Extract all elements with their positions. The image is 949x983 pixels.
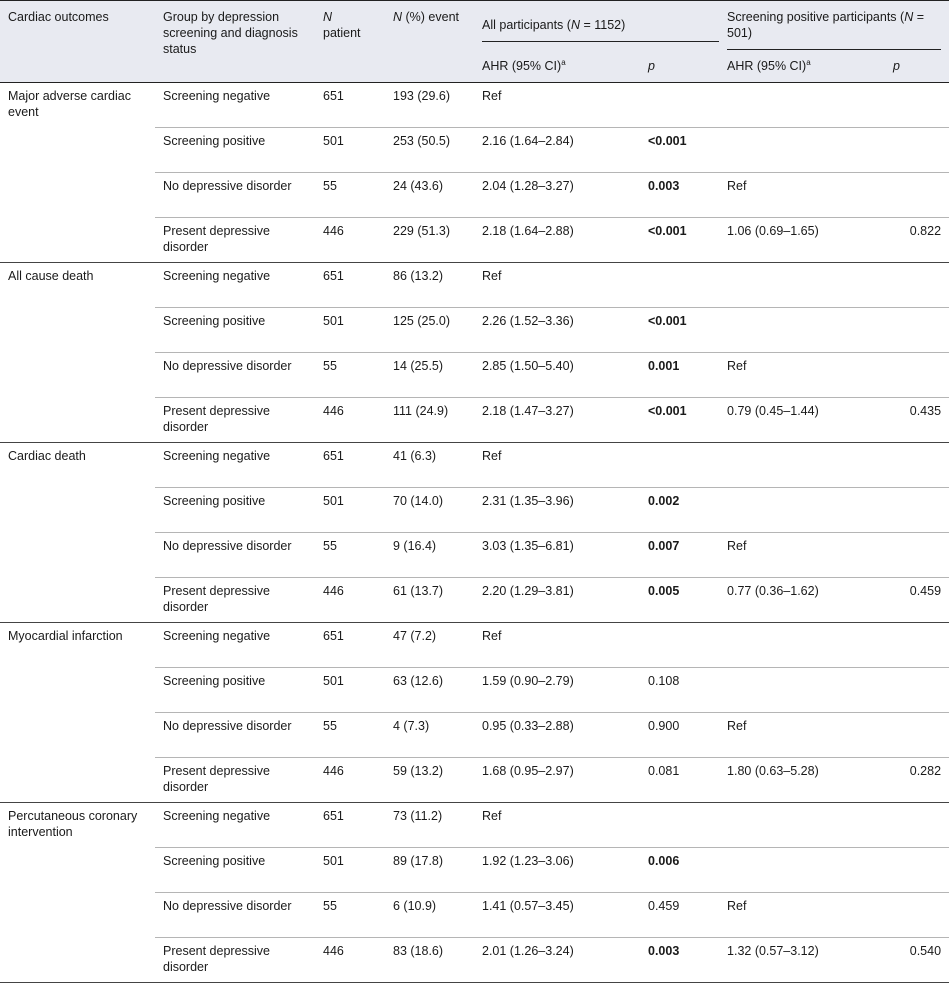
n-patient-cell: 501 <box>323 494 344 508</box>
n-event-cell: 86 (13.2) <box>393 269 444 283</box>
ahr-pos-cell <box>719 83 885 128</box>
ahr-all-cell: 0.95 (0.33–2.88) <box>482 719 574 733</box>
n-event-cell: 6 (10.9) <box>393 899 437 913</box>
ahr-pos-cell <box>719 263 885 308</box>
p-pos-cell <box>885 488 949 533</box>
n-patient-cell: 446 <box>323 764 344 778</box>
ahr-pos-cell <box>719 803 885 848</box>
group-cell: Screening positive <box>163 674 266 688</box>
n-patient-cell: 55 <box>323 899 337 913</box>
n-patient-cell: 55 <box>323 719 337 733</box>
p-pos-cell <box>885 623 949 668</box>
n-patient-cell: 651 <box>323 269 344 283</box>
n-patient-cell: 501 <box>323 134 344 148</box>
col-p-all: p <box>640 50 719 83</box>
ahr-pos-cell <box>719 488 885 533</box>
n-patient-cell: 446 <box>323 944 344 958</box>
ahr-pos-sup: a <box>806 57 811 67</box>
n-event-cell: 59 (13.2) <box>393 764 444 778</box>
n-patient-label: patient <box>323 26 361 40</box>
n-event-cell: 14 (25.5) <box>393 359 444 373</box>
group-cell: Screening positive <box>163 494 266 508</box>
col-n-patient <box>315 1 385 83</box>
n-patient-cell: 501 <box>323 674 344 688</box>
n-event-label: (%) event <box>405 10 460 24</box>
n-patient-cell: 446 <box>323 404 344 418</box>
p-all-cell: 0.108 <box>648 674 680 688</box>
ahr-all-cell: 2.85 (1.50–5.40) <box>482 359 574 373</box>
p-pos-cell <box>885 443 949 488</box>
screening-positive-label: Screening positive participants ( <box>727 10 905 24</box>
table-row <box>0 443 949 488</box>
outcome-name: All cause death <box>0 263 155 443</box>
n-event-cell: 47 (7.2) <box>393 629 437 643</box>
col-ahr-all <box>474 50 640 83</box>
ahr-all-cell: Ref <box>482 89 502 103</box>
p-all-cell: 0.007 <box>648 539 680 553</box>
n-patient-cell: 651 <box>323 809 344 823</box>
n-event-cell: 63 (12.6) <box>393 674 444 688</box>
table-row <box>0 803 949 848</box>
outcome-name: Percutaneous coronary intervention <box>0 803 155 983</box>
all-participants-val: = 1152) <box>579 18 626 32</box>
ahr-pos-cell: 0.79 (0.45–1.44) <box>727 404 819 418</box>
n-patient-cell: 651 <box>323 449 344 463</box>
ahr-all-cell: 2.01 (1.26–3.24) <box>482 944 574 958</box>
outcome-name: Myocardial infarction <box>0 623 155 803</box>
outcome-name: Major adverse cardiac event <box>0 83 155 263</box>
group-cell: No depressive disorder <box>163 719 292 733</box>
table-row <box>0 83 949 128</box>
table-row <box>0 263 949 308</box>
ahr-all-cell: Ref <box>482 449 502 463</box>
ahr-pos-cell: Ref <box>727 899 747 913</box>
n-patient-cell: 446 <box>323 224 344 238</box>
group-screening-positive <box>719 1 949 51</box>
outcome-name: Cardiac death <box>0 443 155 623</box>
p-pos-cell <box>885 263 949 308</box>
ahr-pos-cell <box>719 848 885 893</box>
p-all-cell <box>640 83 719 128</box>
ahr-all-cell: 2.18 (1.64–2.88) <box>482 224 574 238</box>
ahr-pos-cell <box>719 128 885 173</box>
n-event-cell: 83 (18.6) <box>393 944 444 958</box>
ahr-pos-cell: Ref <box>727 719 747 733</box>
n-event-cell: 89 (17.8) <box>393 854 444 868</box>
n-patient-cell: 501 <box>323 314 344 328</box>
p-pos-cell: 0.282 <box>909 764 942 778</box>
n-event-cell: 193 (29.6) <box>393 89 450 103</box>
p-all-cell: <0.001 <box>648 134 687 148</box>
group-cell: Screening negative <box>163 269 271 283</box>
ahr-all-cell: Ref <box>482 269 502 283</box>
group-cell: Present depressive disorder <box>163 404 271 434</box>
p-all-cell <box>640 803 719 848</box>
ahr-all-cell: 2.20 (1.29–3.81) <box>482 584 574 598</box>
ahr-pos-cell: 1.32 (0.57–3.12) <box>727 944 819 958</box>
ahr-all-cell: Ref <box>482 629 502 643</box>
p-all-cell: <0.001 <box>648 314 687 328</box>
n-event-cell: 125 (25.0) <box>393 314 450 328</box>
group-cell: Present depressive disorder <box>163 224 271 254</box>
n-event-cell: 4 (7.3) <box>393 719 430 733</box>
n-event-cell: 253 (50.5) <box>393 134 450 148</box>
group-cell: Screening negative <box>163 449 271 463</box>
p-all-cell <box>640 263 719 308</box>
p-all-cell: 0.001 <box>648 359 680 373</box>
ahr-all-label: AHR (95% CI) <box>482 59 562 73</box>
p-all-cell: 0.002 <box>648 494 680 508</box>
n-event-cell: 70 (14.0) <box>393 494 444 508</box>
group-cell: Screening negative <box>163 89 271 103</box>
group-all-participants <box>474 1 719 51</box>
p-pos-cell <box>885 308 949 353</box>
n-event-cell: 229 (51.3) <box>393 224 450 238</box>
p-pos-cell: 0.822 <box>909 224 942 238</box>
p-all-cell: 0.006 <box>648 854 680 868</box>
p-pos-cell: 0.540 <box>909 944 942 958</box>
p-all-cell: 0.081 <box>648 764 680 778</box>
ahr-all-cell: 1.68 (0.95–2.97) <box>482 764 574 778</box>
n-event-cell: 61 (13.7) <box>393 584 444 598</box>
col-p-pos: p <box>885 50 949 83</box>
n-patient-n: N <box>323 10 333 24</box>
ahr-all-cell: 1.59 (0.90–2.79) <box>482 674 574 688</box>
p-all-cell: 0.003 <box>648 944 680 958</box>
ahr-all-cell: 2.04 (1.28–3.27) <box>482 179 574 193</box>
n-event-cell: 9 (16.4) <box>393 539 437 553</box>
ahr-pos-cell: 0.77 (0.36–1.62) <box>727 584 819 598</box>
table-body <box>0 83 949 983</box>
ahr-all-cell: 2.31 (1.35–3.96) <box>482 494 574 508</box>
p-all-cell: 0.005 <box>648 584 680 598</box>
table-row <box>0 623 949 668</box>
p-pos-cell <box>885 533 949 578</box>
p-all-cell <box>640 443 719 488</box>
n-patient-cell: 651 <box>323 629 344 643</box>
ahr-all-cell: 3.03 (1.35–6.81) <box>482 539 574 553</box>
p-all-cell: 0.003 <box>648 179 680 193</box>
p-pos-cell <box>885 128 949 173</box>
p-pos-cell <box>885 713 949 758</box>
ahr-pos-cell <box>719 443 885 488</box>
group-cell: No depressive disorder <box>163 899 292 913</box>
screening-positive-n: N <box>904 10 914 24</box>
group-cell: No depressive disorder <box>163 539 292 553</box>
group-cell: Screening negative <box>163 809 271 823</box>
ahr-all-cell: 2.16 (1.64–2.84) <box>482 134 574 148</box>
col-group: Group by depression screening and diagnosis status <box>155 1 315 83</box>
group-cell: Screening positive <box>163 134 266 148</box>
ahr-pos-cell: Ref <box>727 179 747 193</box>
ahr-all-cell: Ref <box>482 809 502 823</box>
p-pos-cell <box>885 803 949 848</box>
all-participants-label: All participants ( <box>482 18 571 32</box>
col-n-event <box>385 1 474 83</box>
group-cell: Present depressive disorder <box>163 764 271 794</box>
all-participants-n: N <box>570 18 580 32</box>
ahr-all-cell: 1.41 (0.57–3.45) <box>482 899 574 913</box>
p-pos-cell <box>885 848 949 893</box>
p-pos-cell: 0.459 <box>909 584 942 598</box>
p-all-cell: <0.001 <box>648 404 687 418</box>
ahr-pos-cell <box>719 308 885 353</box>
group-cell: Present depressive disorder <box>163 944 271 974</box>
p-pos-cell <box>885 353 949 398</box>
ahr-pos-cell: Ref <box>727 359 747 373</box>
n-patient-cell: 55 <box>323 539 337 553</box>
ahr-pos-cell: 1.80 (0.63–5.28) <box>727 764 819 778</box>
n-patient-cell: 446 <box>323 584 344 598</box>
p-all-cell <box>640 623 719 668</box>
n-patient-cell: 651 <box>323 89 344 103</box>
ahr-all-cell: 1.92 (1.23–3.06) <box>482 854 574 868</box>
n-event-cell: 24 (43.6) <box>393 179 444 193</box>
n-patient-cell: 55 <box>323 179 337 193</box>
ahr-pos-cell: 1.06 (0.69–1.65) <box>727 224 819 238</box>
table-header <box>0 1 949 83</box>
ahr-all-cell: 2.18 (1.47–3.27) <box>482 404 574 418</box>
col-ahr-pos <box>719 50 885 83</box>
p-pos-cell <box>885 668 949 713</box>
n-event-cell: 73 (11.2) <box>393 809 443 823</box>
ahr-pos-cell <box>719 668 885 713</box>
p-pos-cell <box>885 173 949 218</box>
p-all-cell: 0.900 <box>648 719 680 733</box>
n-event-n: N <box>393 10 403 24</box>
group-cell: Present depressive disorder <box>163 584 271 614</box>
group-cell: Screening positive <box>163 314 266 328</box>
group-cell: No depressive disorder <box>163 179 292 193</box>
group-cell: Screening positive <box>163 854 266 868</box>
ahr-all-cell: 2.26 (1.52–3.36) <box>482 314 574 328</box>
n-patient-cell: 501 <box>323 854 344 868</box>
p-pos-cell <box>885 893 949 938</box>
col-cardiac-outcomes: Cardiac outcomes <box>0 1 155 83</box>
ahr-pos-cell: Ref <box>727 539 747 553</box>
n-patient-cell: 55 <box>323 359 337 373</box>
p-pos-cell: 0.435 <box>909 404 942 418</box>
p-all-cell: 0.459 <box>648 899 680 913</box>
ahr-pos-label: AHR (95% CI) <box>727 59 807 73</box>
n-event-cell: 41 (6.3) <box>393 449 437 463</box>
p-pos-cell <box>885 83 949 128</box>
p-all-cell: <0.001 <box>648 224 687 238</box>
ahr-pos-cell <box>719 623 885 668</box>
n-event-cell: 111 (24.9) <box>393 404 449 418</box>
ahr-all-sup: a <box>561 57 566 67</box>
group-cell: Screening negative <box>163 629 271 643</box>
screening-positive-val: = 501) <box>727 10 925 40</box>
group-cell: No depressive disorder <box>163 359 292 373</box>
